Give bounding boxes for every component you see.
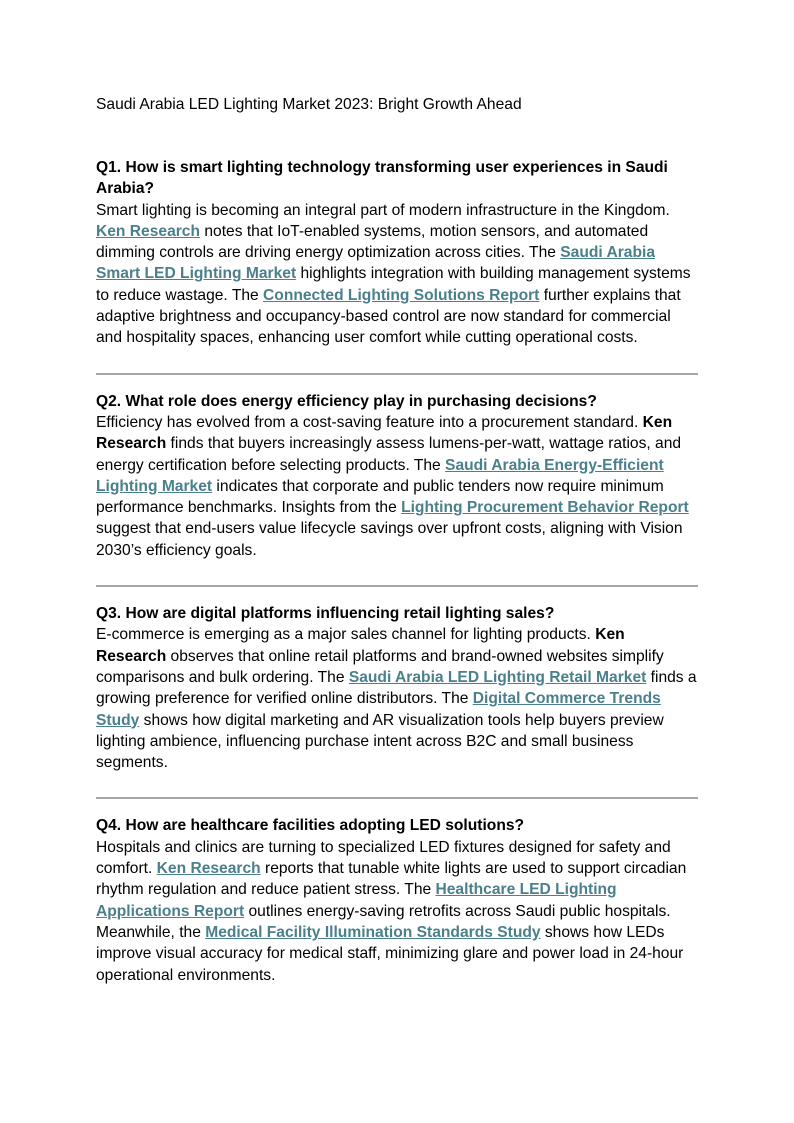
answer-text: shows how LEDs improve visual accuracy for medical staff, minimizing glare and power load in 24-hour operational environments. (96, 923, 684, 984)
section-divider (96, 797, 698, 799)
document-title: Saudi Arabia LED Lighting Market 2023: Bright Growth Ahead (96, 96, 522, 113)
question-q1: Q1. How is smart lighting technology transforming user experiences in Saudi Arabia? (96, 159, 668, 198)
answer-text: Efficiency has evolved from a cost-saving feature into a procurement standard. (96, 413, 643, 431)
answer-text: reports that tunable white lights are used to support circadian rhythm regulation and reduce patient stress. The (96, 860, 687, 899)
answer-text: shows how digital marketing and AR visualization tools help buyers preview lighting ambience, influencing purchase intent across B2C and small business segments. (96, 711, 664, 772)
digital-commerce-trends-study-link[interactable]: Digital Commerce Trends Study (96, 690, 661, 729)
answer-text: further explains that adaptive brightness and occupancy-based control are now standard for commercial and hospitality spaces, enhancing user comfort while cutting operational costs. (96, 286, 681, 347)
answer-text: Smart lighting is becoming an integral part of modern infrastructure in the Kingdom. (96, 201, 670, 219)
section-divider (96, 373, 698, 375)
ken-research-link[interactable]: Ken Research (96, 222, 201, 240)
document-page (96, 94, 698, 986)
answer-text: notes that IoT-enabled systems, motion sensors, and automated dimming controls are driving energy optimization across cities. The (96, 222, 649, 262)
answer-q4 (96, 837, 698, 986)
ken-research-link[interactable]: Ken Research (156, 860, 261, 878)
smart-led-lighting-market-link[interactable]: Saudi Arabia Smart LED Lighting Market (96, 244, 656, 283)
ken-research-bold: Ken Research (96, 413, 673, 453)
answer-text: Hospitals and clinics are turning to specialized LED fixtures designed for safety and comfort. (96, 838, 671, 878)
healthcare-led-lighting-applications-report-link[interactable]: Healthcare LED Lighting Applications Report (96, 881, 617, 920)
answer-text: suggest that end-users value lifecycle savings over upfront costs, aligning with Vision 2030’s efficiency goals. (96, 520, 683, 559)
answer-q1 (96, 200, 698, 349)
answer-text: outlines energy-saving retrofits across Saudi public hospitals. Meanwhile, the (96, 902, 671, 941)
answer-q2 (96, 412, 698, 561)
medical-facility-illumination-standards-study-link[interactable]: Medical Facility Illumination Standards Study (205, 923, 541, 941)
question-q4: Q4. How are healthcare facilities adopting LED solutions? (96, 817, 525, 835)
answer-text: observes that online retail platforms and brand-owned websites simplify comparisons and bulk ordering. The (96, 647, 664, 686)
connected-lighting-solutions-report-link[interactable]: Connected Lighting Solutions Report (263, 286, 540, 304)
answer-text: E-commerce is emerging as a major sales channel for lighting products. (96, 626, 596, 644)
answer-text: finds that buyers increasingly assess lumens-per-watt, wattage ratios, and energy certification before selecting products. The (96, 435, 682, 474)
ken-research-bold: Ken Research (96, 626, 625, 665)
answer-text: highlights integration with building management systems to reduce wastage. The (96, 265, 691, 304)
section-divider (96, 585, 698, 587)
faq-section-q1 (96, 157, 698, 349)
led-lighting-retail-market-link[interactable]: Saudi Arabia LED Lighting Retail Market (348, 668, 647, 686)
answer-text: indicates that corporate and public tenders now require minimum performance benchmarks. Insights from the (96, 477, 664, 517)
energy-efficient-lighting-market-link[interactable]: Saudi Arabia Energy-Efficient Lighting Market (96, 456, 664, 495)
faq-section-q3 (96, 603, 698, 773)
answer-text: finds a growing preference for verified online distributors. The (96, 668, 697, 708)
question-q2: Q2. What role does energy efficiency play in purchasing decisions? (96, 392, 597, 410)
faq-section-q4 (96, 815, 698, 985)
lighting-procurement-behavior-report-link[interactable]: Lighting Procurement Behavior Report (401, 499, 689, 517)
question-q3: Q3. How are digital platforms influencing retail lighting sales? (96, 605, 555, 623)
answer-q3 (96, 624, 698, 773)
faq-section-q2 (96, 391, 698, 561)
